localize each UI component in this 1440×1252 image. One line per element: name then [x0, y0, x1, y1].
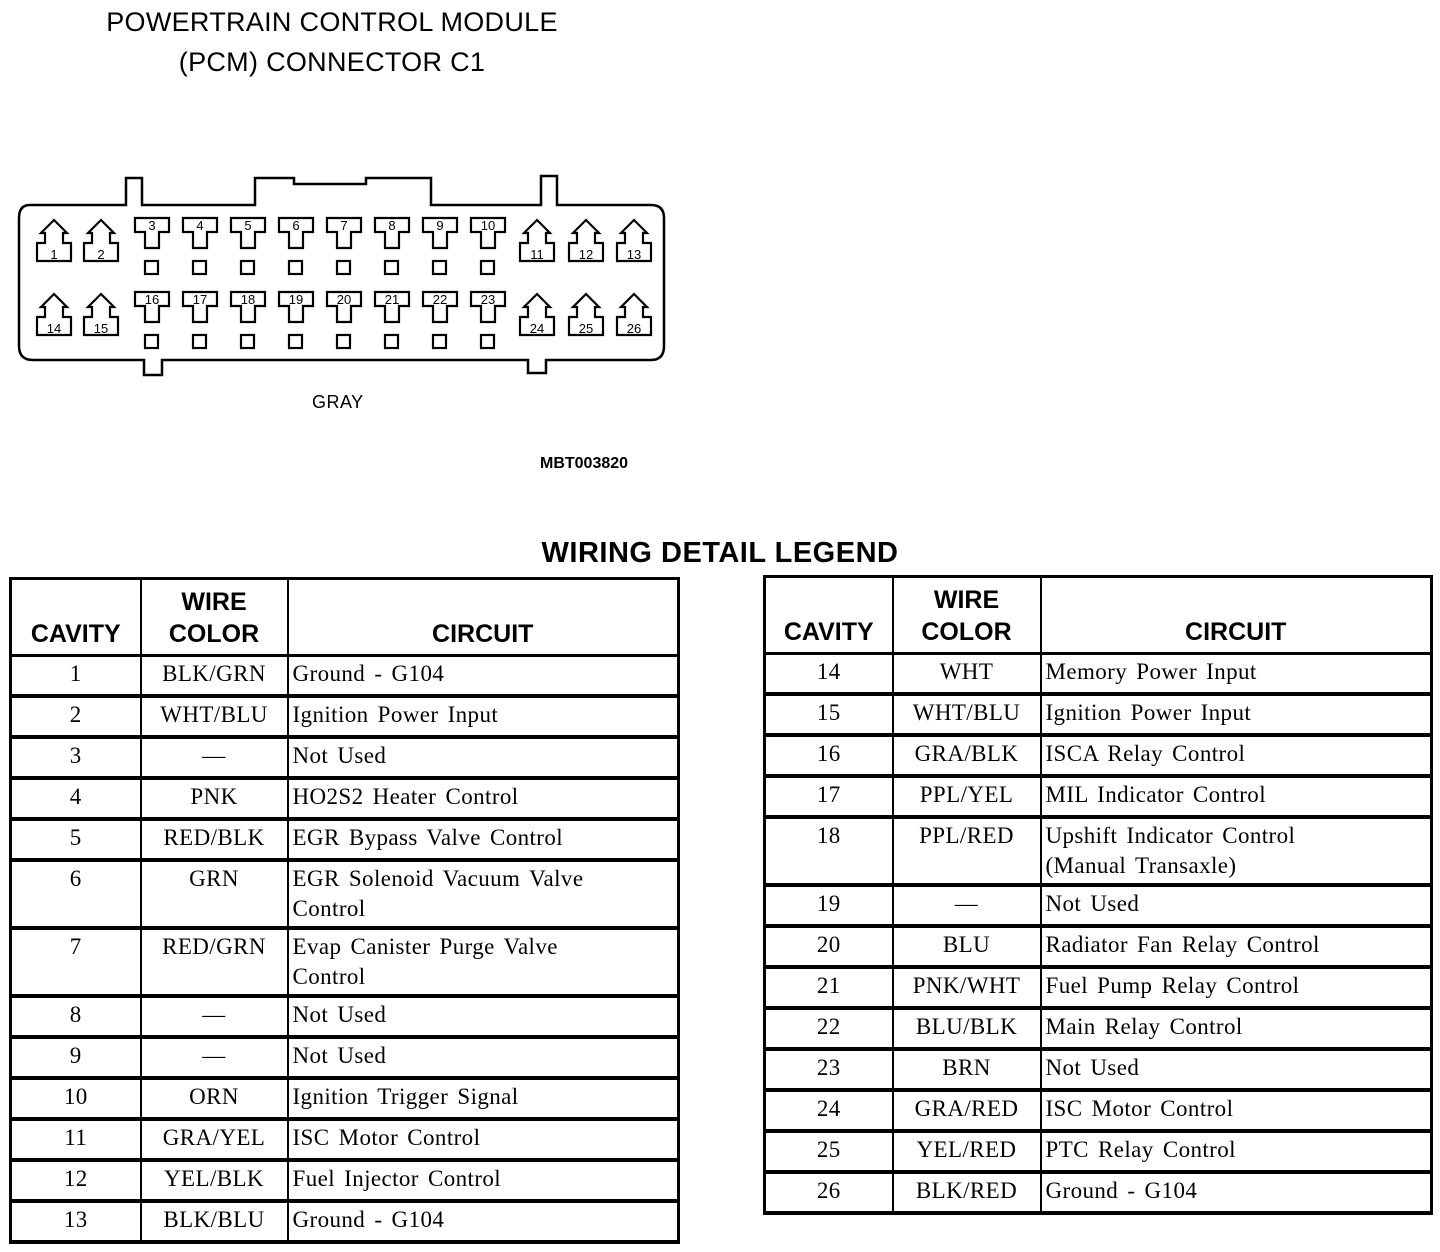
circuit-cell	[288, 1201, 679, 1242]
circuit-header: CIRCUIT	[288, 579, 679, 656]
legend-header-row	[11, 579, 679, 656]
legend-row	[11, 1201, 679, 1242]
cavity-cell: 10	[11, 1078, 141, 1119]
circuit-cell	[1041, 817, 1432, 885]
cavity-socket	[337, 261, 350, 274]
pin-number: 11	[530, 247, 544, 262]
pin-number: 5	[244, 218, 252, 233]
legend-table-left	[9, 577, 680, 1244]
cavity-10	[471, 218, 505, 274]
circuit-line: Not Used	[292, 1002, 387, 1027]
circuit-cell	[288, 737, 679, 778]
cavity-7	[327, 218, 361, 274]
circuit-cell	[288, 1119, 679, 1160]
legend-row	[11, 778, 679, 819]
legend-body-left	[11, 656, 679, 1243]
cavity-socket	[145, 261, 158, 274]
circuit-cell	[288, 1160, 679, 1201]
legend-row	[11, 737, 679, 778]
cavity-22	[423, 292, 457, 348]
legend-title: WIRING DETAIL LEGEND	[541, 537, 899, 569]
cavity-cell: 8	[11, 996, 141, 1037]
pin-number: 3	[148, 218, 156, 233]
pin-number: 13	[626, 247, 642, 262]
wire-color-cell: PNK	[141, 778, 288, 819]
cavity-cell: 7	[11, 928, 141, 996]
cavity-socket	[433, 261, 446, 274]
cavity-5	[231, 218, 265, 274]
title-line-1: POWERTRAIN CONTROL MODULE	[106, 7, 558, 37]
pin-number: 7	[340, 218, 348, 233]
cavity-13	[617, 220, 651, 262]
circuit-cell	[1041, 926, 1432, 967]
circuit-line: Ground - G104	[292, 661, 445, 686]
cavity-24	[520, 294, 554, 336]
cavity-cell: 24	[765, 1090, 893, 1131]
legend-row	[765, 1131, 1432, 1172]
cavity-cell: 2	[11, 696, 141, 737]
pin-number: 22	[432, 292, 448, 307]
legend-row	[11, 860, 679, 928]
cavity-cell: 12	[11, 1160, 141, 1201]
circuit-line: Ground - G104	[1045, 1178, 1198, 1203]
wire-color-cell: PPL/RED	[893, 817, 1041, 885]
pin-number: 20	[336, 292, 352, 307]
legend-row	[11, 1078, 679, 1119]
legend-row	[11, 819, 679, 860]
circuit-cell	[1041, 1172, 1432, 1213]
circuit-line: Evap Canister Purge Valve	[292, 934, 558, 959]
pin-number: 25	[578, 321, 594, 336]
circuit-line: ISC Motor Control	[1045, 1096, 1234, 1121]
pin-number: 16	[144, 292, 160, 307]
circuit-line: Control	[292, 964, 366, 989]
legend-header-row	[765, 577, 1432, 654]
wire-color-cell: WHT/BLU	[141, 696, 288, 737]
cavity-socket	[433, 335, 446, 348]
wire-color-cell: BLK/RED	[893, 1172, 1041, 1213]
circuit-cell	[1041, 967, 1432, 1008]
circuit-line: MIL Indicator Control	[1045, 782, 1267, 807]
cavity-socket	[337, 335, 350, 348]
cavity-cell: 15	[765, 694, 893, 735]
circuit-line: Not Used	[1045, 891, 1140, 916]
circuit-cell	[288, 1078, 679, 1119]
pin-number: 21	[384, 292, 400, 307]
wire-color-cell: —	[141, 1037, 288, 1078]
wire-color-cell: GRA/YEL	[141, 1119, 288, 1160]
circuit-cell	[288, 696, 679, 737]
circuit-cell	[1041, 776, 1432, 817]
cavity-cell: 17	[765, 776, 893, 817]
cavity-9	[423, 218, 457, 274]
legend-row	[765, 817, 1432, 885]
circuit-line: ISCA Relay Control	[1045, 741, 1246, 766]
wire-color-cell: —	[141, 737, 288, 778]
legend-row	[765, 926, 1432, 967]
legend-row	[11, 696, 679, 737]
wire-color-cell: BLU	[893, 926, 1041, 967]
circuit-line: HO2S2 Heater Control	[292, 784, 519, 809]
circuit-line: Memory Power Input	[1045, 659, 1257, 684]
cavity-19	[279, 292, 313, 348]
cavity-cell: 5	[11, 819, 141, 860]
wire-color-cell: GRN	[141, 860, 288, 928]
circuit-line: Not Used	[292, 743, 387, 768]
cavity-cell: 14	[765, 654, 893, 695]
circuit-cell	[1041, 1049, 1432, 1090]
cavity-cell: 23	[765, 1049, 893, 1090]
cavity-socket	[241, 261, 254, 274]
cavity-cell: 26	[765, 1172, 893, 1213]
circuit-line: PTC Relay Control	[1045, 1137, 1236, 1162]
wire-color-cell: GRA/BLK	[893, 735, 1041, 776]
cavity-cell: 6	[11, 860, 141, 928]
pin-number: 9	[436, 218, 444, 233]
circuit-line: Ignition Power Input	[1045, 700, 1252, 725]
wire-color-header	[893, 577, 1041, 654]
wire-color-cell: BLK/GRN	[141, 656, 288, 697]
cavity-socket	[193, 335, 206, 348]
wire-color-cell: RED/BLK	[141, 819, 288, 860]
wire-color-cell: BRN	[893, 1049, 1041, 1090]
circuit-cell	[288, 1037, 679, 1078]
cavity-cell: 13	[11, 1201, 141, 1242]
cavity-cell: 18	[765, 817, 893, 885]
cavity-23	[471, 292, 505, 348]
cavity-14	[37, 294, 71, 336]
wire-header-line-1: WIRE	[181, 588, 247, 616]
cavity-1	[37, 220, 71, 262]
pin-number: 15	[93, 321, 109, 336]
wire-color-cell: WHT	[893, 654, 1041, 695]
pin-number: 10	[480, 218, 496, 233]
circuit-line: Ignition Trigger Signal	[292, 1084, 519, 1109]
cavity-cell: 25	[765, 1131, 893, 1172]
cavity-6	[279, 218, 313, 274]
wire-color-header	[141, 579, 288, 656]
circuit-cell	[288, 819, 679, 860]
legend-row	[765, 694, 1432, 735]
circuit-line: EGR Solenoid Vacuum Valve	[292, 866, 584, 891]
pin-number: 2	[97, 247, 105, 262]
cavity-cell: 22	[765, 1008, 893, 1049]
wire-color-cell: —	[893, 885, 1041, 926]
wire-color-cell: YEL/BLK	[141, 1160, 288, 1201]
cavity-16	[135, 292, 169, 348]
circuit-line: Ignition Power Input	[292, 702, 499, 727]
circuit-cell	[1041, 694, 1432, 735]
cavity-18	[231, 292, 265, 348]
wire-color-cell: BLK/BLU	[141, 1201, 288, 1242]
wire-color-cell: WHT/BLU	[893, 694, 1041, 735]
legend-row	[765, 776, 1432, 817]
connector-housing-outline	[19, 176, 664, 375]
legend-row	[11, 928, 679, 996]
pin-number: 12	[578, 247, 594, 262]
connector-color-label: GRAY	[312, 392, 364, 412]
wire-color-cell: RED/GRN	[141, 928, 288, 996]
title-line-2: (PCM) CONNECTOR C1	[178, 47, 486, 77]
wire-color-cell: YEL/RED	[893, 1131, 1041, 1172]
cavity-socket	[481, 261, 494, 274]
circuit-line: Upshift Indicator Control	[1045, 823, 1296, 848]
cavity-socket	[481, 335, 494, 348]
cavity-cell: 1	[11, 656, 141, 697]
cavity-cell: 19	[765, 885, 893, 926]
cavity-25	[569, 294, 603, 336]
cavity-8	[375, 218, 409, 274]
cavity-26	[617, 294, 651, 336]
pin-number: 24	[529, 321, 545, 336]
wire-header-line-2: COLOR	[168, 620, 260, 648]
wire-color-cell: GRA/RED	[893, 1090, 1041, 1131]
cavity-socket	[385, 261, 398, 274]
legend-row	[765, 1008, 1432, 1049]
circuit-cell	[1041, 1090, 1432, 1131]
legend-row	[11, 1119, 679, 1160]
cavity-cell: 21	[765, 967, 893, 1008]
legend-row	[765, 654, 1432, 695]
circuit-line: Not Used	[1045, 1055, 1140, 1080]
circuit-cell	[288, 996, 679, 1037]
cavity-21	[375, 292, 409, 348]
circuit-cell	[1041, 1008, 1432, 1049]
circuit-cell	[1041, 654, 1432, 695]
legend-row	[765, 735, 1432, 776]
cavity-socket	[241, 335, 254, 348]
legend-row	[765, 1172, 1432, 1213]
legend-row	[11, 656, 679, 697]
circuit-cell	[1041, 1131, 1432, 1172]
figure-id: MBT003820	[540, 455, 629, 472]
circuit-line: Ground - G104	[292, 1207, 445, 1232]
legend-row	[765, 1090, 1432, 1131]
circuit-header: CIRCUIT	[1041, 577, 1432, 654]
circuit-line: Main Relay Control	[1045, 1014, 1243, 1039]
legend-body-right	[765, 654, 1432, 1214]
circuit-line: Radiator Fan Relay Control	[1045, 932, 1320, 957]
cavity-cell: 16	[765, 735, 893, 776]
cavity-17	[183, 292, 217, 348]
circuit-cell	[1041, 885, 1432, 926]
pin-number: 26	[626, 321, 642, 336]
cavity-4	[183, 218, 217, 274]
wire-color-cell: PNK/WHT	[893, 967, 1041, 1008]
cavity-socket	[145, 335, 158, 348]
cavity-cell: 9	[11, 1037, 141, 1078]
cavity-cell: 3	[11, 737, 141, 778]
cavity-cell: 20	[765, 926, 893, 967]
connector-pins	[37, 218, 651, 348]
circuit-line: Fuel Pump Relay Control	[1045, 973, 1300, 998]
cavity-11	[520, 220, 554, 262]
pin-number: 17	[192, 292, 208, 307]
pin-number: 1	[50, 247, 58, 262]
circuit-line: ISC Motor Control	[292, 1125, 481, 1150]
cavity-header: CAVITY	[11, 579, 141, 656]
circuit-line: (Manual Transaxle)	[1045, 853, 1237, 878]
legend-row	[765, 1049, 1432, 1090]
cavity-socket	[289, 335, 302, 348]
cavity-cell: 11	[11, 1119, 141, 1160]
legend-row	[11, 996, 679, 1037]
cavity-cell: 4	[11, 778, 141, 819]
cavity-socket	[193, 261, 206, 274]
pin-number: 6	[292, 218, 300, 233]
legend-row	[765, 885, 1432, 926]
page-title	[82, 2, 582, 82]
cavity-2	[84, 220, 118, 262]
cavity-socket	[385, 335, 398, 348]
pin-number: 19	[288, 292, 304, 307]
circuit-line: Fuel Injector Control	[292, 1166, 502, 1191]
legend-row	[11, 1037, 679, 1078]
wire-color-cell: BLU/BLK	[893, 1008, 1041, 1049]
cavity-20	[327, 292, 361, 348]
wire-color-cell: PPL/YEL	[893, 776, 1041, 817]
cavity-15	[84, 294, 118, 336]
circuit-cell	[288, 928, 679, 996]
wire-color-cell: ORN	[141, 1078, 288, 1119]
pin-number: 4	[196, 218, 204, 233]
wire-header-line-1: WIRE	[933, 586, 1000, 614]
pin-number: 14	[46, 321, 62, 336]
legend-row	[765, 967, 1432, 1008]
wire-header-line-2: COLOR	[921, 618, 1012, 646]
pin-number: 8	[388, 218, 396, 233]
circuit-cell	[288, 656, 679, 697]
connector-c1-diagram	[0, 165, 680, 385]
cavity-header: CAVITY	[765, 577, 893, 654]
circuit-cell	[1041, 735, 1432, 776]
legend-table-right	[763, 575, 1433, 1215]
cavity-socket	[289, 261, 302, 274]
cavity-12	[569, 220, 603, 262]
legend-row	[11, 1160, 679, 1201]
cavity-3	[135, 218, 169, 274]
circuit-cell	[288, 778, 679, 819]
circuit-cell	[288, 860, 679, 928]
wire-color-cell: —	[141, 996, 288, 1037]
pin-number: 18	[240, 292, 256, 307]
pin-number: 23	[480, 292, 496, 307]
circuit-line: Not Used	[292, 1043, 387, 1068]
circuit-line: Control	[292, 896, 366, 921]
circuit-line: EGR Bypass Valve Control	[292, 825, 564, 850]
